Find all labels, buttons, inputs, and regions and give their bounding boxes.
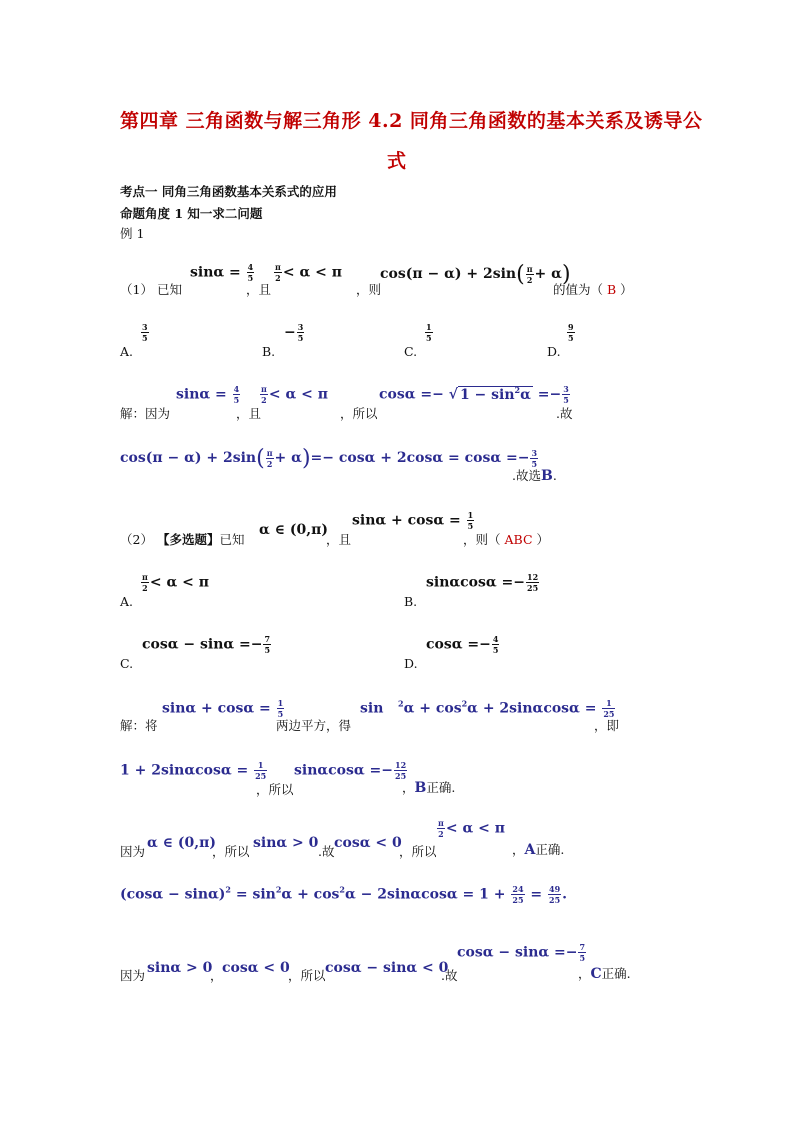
q2-and: ，且 (326, 532, 352, 547)
q1-sol-line2: cos(π − α) + 2sin( $\frac{\pi}{2}$ + α)=− cosα + 2cosα = cosα =− $\frac{3}{5}$ (120, 446, 538, 471)
q1-expression: cos(π − α) + 2sin( $\frac{\pi}{2}$ + α) (380, 262, 571, 287)
q2-option-c-label: C. (120, 656, 134, 671)
q2-sol5-diff: cosα − sinα < 0 (325, 960, 449, 976)
fraction: $\frac{\pi}{2}$ (275, 262, 281, 283)
q2-sol-line4: $(\cos\alpha - \sin\alpha)^2 = \sin^2\alpha + \cos^2\alpha - 2\sin\alpha\cos\alpha = 1$ + $\frac{24}{25}$ = $\frac{49}{25}$ . (120, 884, 568, 905)
q2-sol5-sin: sinα > 0 (147, 960, 213, 976)
q2-option-d: cosα =− $\frac{4}{5}$ (426, 634, 499, 655)
fraction: $\frac{1}{25}$ (255, 760, 267, 781)
q1-value-of: 的值为（ B ） (553, 282, 633, 297)
q1-answer: B (607, 282, 617, 297)
page-title-line1: 第四章 三角函数与解三角形 4.2 同角三角函数的基本关系及诱导公 (120, 110, 703, 132)
fraction: $\frac{49}{25}$ (549, 884, 561, 905)
q2-sol-cos-neg: cosα < 0 (334, 835, 402, 851)
q2-sol-letter-c: C (590, 966, 602, 982)
q2-sol5-so: ，所以 (288, 968, 326, 983)
q2-option-b-label: B. (404, 594, 418, 609)
q2-sol-therefore: .故 (318, 844, 335, 859)
q2-sol-alpha-in: α ∈ (0,π) (147, 835, 216, 851)
q1-sol-sin: sinα = $\frac{4}{5}$ (176, 384, 240, 405)
q1-sol-pick: .故选B. (512, 468, 557, 484)
q2-option-a: $\frac{\pi}{2}$ < α < π (142, 572, 209, 593)
q2-sol-expr: sinα + cosα = $\frac{1}{5}$ (162, 698, 284, 719)
fraction: $\frac{3}{5}$ (531, 447, 538, 469)
q2-sol-so1: ，所以 (212, 844, 250, 859)
q2-sol-product: sinαcosα =− $\frac{12}{25}$ (294, 760, 407, 781)
q2-sol-line3-prefix: 因为 (120, 844, 146, 859)
fraction: $\frac{\pi}{2}$ (438, 818, 444, 839)
fraction: $\frac{4}{5}$ (233, 384, 240, 405)
q2-then: ，则（ ABC ） (463, 532, 550, 547)
q2-answer: ABC (504, 532, 533, 547)
q2-sol-letter-b: B (414, 780, 427, 796)
q2-sol-so: ，所以 (256, 782, 294, 797)
q1-number: （1） 已知 (120, 282, 182, 297)
fraction: $\frac{12}{25}$ (395, 760, 407, 781)
page-title-line2: 式 (387, 150, 407, 172)
q2-sol-end: ，即 (594, 718, 620, 733)
q2-sol-line2: 1 + 2sinαcosα = $\frac{1}{25}$ (120, 760, 267, 781)
q1-then-text: ，则 (356, 282, 382, 297)
fraction: $\frac{3}{5}$ (297, 322, 304, 343)
q2-sol-c-correct: ，C正确. (578, 966, 631, 982)
q2-sol5-therefore: .故 (441, 968, 458, 983)
q2-sol-a-correct: ，A正确. (512, 842, 565, 858)
q2-alpha-in: α ∈ (0,π) (259, 522, 328, 538)
q1-option-a-label: A. (120, 344, 134, 359)
q1-option-d-label: D. (547, 344, 561, 359)
q2-option-d-label: D. (404, 656, 418, 671)
q1-sol-prefix: 解：因为 (120, 406, 171, 421)
q2-option-a-label: A. (120, 594, 134, 609)
q2-sol-square: 两边平方，得 (276, 718, 352, 733)
fraction: $\frac{1}{5}$ (467, 510, 474, 531)
fraction: $\frac{\pi}{2}$ (526, 263, 533, 285)
q1-condition-range: $\frac{\pi}{2}$ < α < π (275, 262, 342, 283)
fraction: $\frac{\pi}{2}$ (142, 572, 148, 593)
q2-header: （2） 【多选题】已知 (120, 532, 245, 547)
q2-sol5-result: cosα − sinα =− $\frac{7}{5}$ (457, 942, 586, 963)
fraction: $\frac{7}{5}$ (264, 634, 271, 655)
q2-sol-letter-a: A (524, 842, 536, 858)
q2-sol5-cos: cosα < 0 (222, 960, 290, 976)
section-heading: 考点一 同角三角函数基本关系式的应用 (120, 184, 337, 199)
fraction: $\frac{7}{5}$ (579, 942, 586, 963)
q1-option-a-value (140, 322, 150, 343)
q2-sol-prefix: 解：将 (120, 718, 158, 733)
q2-sol-so2: ，所以 (399, 844, 437, 859)
q1-and-text: ，且 (246, 282, 272, 297)
q2-sol-squared: sin $^2\alpha + \cos^2\alpha + 2\sin\alpha\cos\alpha$ = $\frac{1}{25}$ (360, 698, 615, 719)
q1-sol-letter: B (540, 468, 553, 484)
q1-sol-cos: cosα =− √ $1 - \sin^2\alpha$ =− $\frac{3}{5}$ (379, 384, 569, 405)
fraction: $\frac{9}{5}$ (568, 322, 574, 343)
fraction: $\frac{4}{5}$ (247, 262, 254, 283)
example-label: 例 1 (120, 226, 145, 241)
fraction: $\frac{4}{5}$ (492, 634, 499, 655)
fraction: $\frac{3}{5}$ (563, 384, 569, 405)
q2-sol-sin-pos: sinα > 0 (253, 835, 319, 851)
q2-sol5-comma: ， (210, 968, 223, 983)
fraction: $\frac{\pi}{2}$ (266, 447, 273, 469)
fraction: $\frac{1}{5}$ (277, 698, 284, 719)
q1-option-c-value (424, 322, 434, 343)
q1-option-d-value (566, 322, 576, 343)
q1-sol-therefore: .故 (556, 406, 573, 421)
fraction: $\frac{\pi}{2}$ (261, 384, 267, 405)
fraction: $\frac{24}{25}$ (512, 884, 524, 905)
fraction: $\frac{12}{25}$ (527, 572, 539, 593)
q1-sol-and: ，且 (236, 406, 262, 421)
q2-option-b: sinαcosα =− $\frac{12}{25}$ (426, 572, 539, 593)
q1-option-c-label: C. (404, 344, 418, 359)
q2-sol-b-correct: ，B正确. (402, 780, 456, 796)
q1-condition-sin: sinα = $\frac{4}{5}$ (190, 262, 254, 283)
q2-condition: sinα + cosα = $\frac{1}{5}$ (352, 510, 474, 531)
q1-option-b-value: − $\frac{3}{5}$ (284, 322, 304, 343)
q1-sol-range: $\frac{\pi}{2}$ < α < π (261, 384, 328, 405)
fraction: $\frac{1}{5}$ (426, 322, 432, 343)
q2-sol-range: $\frac{\pi}{2}$ < α < π (438, 818, 505, 839)
q2-option-c: cosα − sinα =− $\frac{7}{5}$ (142, 634, 271, 655)
q2-sol-line5-prefix: 因为 (120, 968, 146, 983)
q1-option-b-label: B. (262, 344, 276, 359)
fraction: $\frac{3}{5}$ (142, 322, 148, 343)
subsection-heading: 命题角度 1 知一求二问题 (120, 206, 263, 221)
q1-sol-so: ，所以 (340, 406, 378, 421)
fraction: $\frac{1}{25}$ (603, 698, 615, 719)
